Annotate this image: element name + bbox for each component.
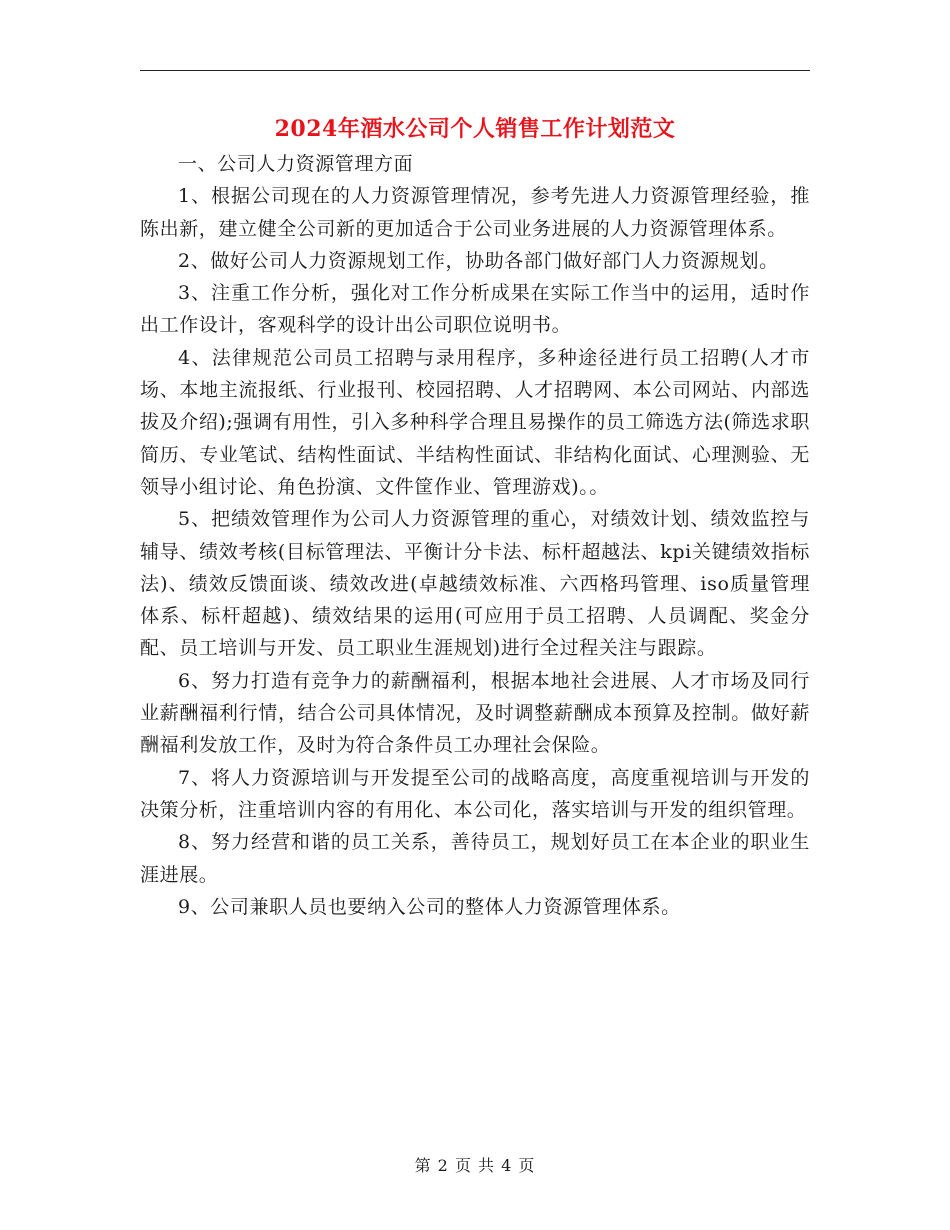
paragraph-7: 7、将人力资源培训与开发提至公司的战略高度，高度重视培训与开发的决策分析，注重培训内容的有用化、本公司化，落实培训与开发的组织管理。 [140,766,810,821]
header-rule [140,70,810,71]
paragraph-1: 1、根据公司现在的人力资源管理情况，参考先进人力资源管理经验，推陈出新，建立健全公司新的更加适合于公司业务进展的人力资源管理体系。 [140,185,810,240]
paragraph-5: 5、把绩效管理作为公司人力资源管理的重心，对绩效计划、绩效监控与辅导、绩效考核(目标管理法、平衡计分卡法、标杆超越法、kpi关键绩效指标法)、绩效反馈面谈、绩效改进(卓越绩效标准、六西格玛管理、iso质量管理体系、标杆超越)、绩效结果的运用(可应用于员工招聘、人员调配、奖金分配、员工培训与开发、员工职业生涯规划)进行全过程关注与跟踪。 [140,508,810,660]
paragraph-8: 8、努力经营和谐的员工关系，善待员工，规划好员工在本企业的职业生涯进展。 [140,831,810,886]
paragraph-3: 3、注重工作分析，强化对工作分析成果在实际工作当中的运用，适时作出工作设计，客观科学的设计出公司职位说明书。 [140,282,810,337]
paragraph-9: 9、公司兼职人员也要纳入公司的整体人力资源管理体系。 [178,895,681,918]
document-title: 2024年酒水公司个人销售工作计划范文 [274,116,676,142]
section-heading: 一、公司人力资源管理方面 [178,153,414,175]
page-number: 第 2 页 共 4 页 [414,1156,536,1175]
paragraph-2: 2、做好公司人力资源规划工作，协助各部门做好部门人力资源规划。 [178,249,779,272]
document-body [140,148,810,923]
paragraph-6: 6、努力打造有竞争力的薪酬福利，根据本地社会进展、人才市场及同行业薪酬福利行情，结合公司具体情况，及时调整薪酬成本预算及控制。做好薪酬福利发放工作，及时为符合条件员工办理社会保险。 [140,669,810,757]
paragraph-4: 4、法律规范公司员工招聘与录用程序，多种途径进行员工招聘(人才市场、本地主流报纸、行业报刊、校园招聘、人才招聘网、本公司网站、内部选拔及介绍);强调有用性，引入多种科学合理且易操作的员工筛选方法(筛选求职简历、专业笔试、结构性面试、半结构性面试、非结构化面试、心理测验、无领导小组讨论、角色扮演、文件筐作业、管理游戏)。。 [140,346,810,498]
